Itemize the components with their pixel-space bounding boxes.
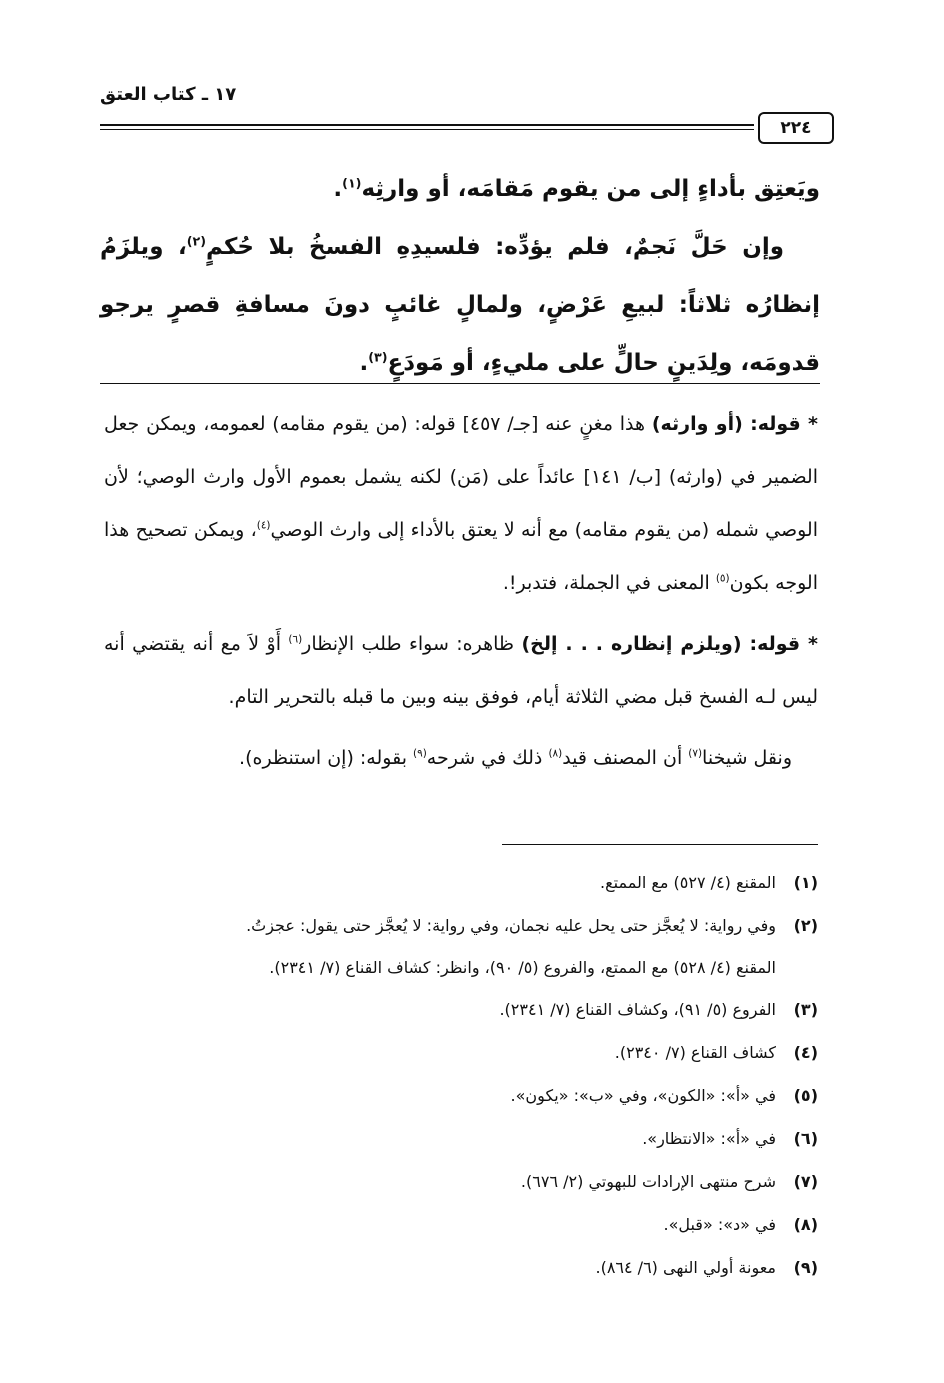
footnote-item (100, 1160, 818, 1203)
footnote-number: (٢) (793, 916, 818, 935)
footnote-text: المقنع (٤/ ٥٢٧) مع الممتع. (600, 873, 776, 892)
footnote-ref[interactable]: (١) (342, 175, 362, 191)
footnote-number: (٨) (793, 1215, 818, 1234)
footnote-separator (502, 844, 818, 845)
header-rule-thin (100, 129, 754, 130)
footnote-ref[interactable]: (٥) (715, 572, 730, 585)
footnote-text: في «أ»: «الانتظار». (642, 1129, 776, 1148)
commentary-marker: * قوله: (ويلزم إنظاره . . . إلخ) (521, 633, 818, 655)
commentary-paragraph: ونقل شيخنا$^{(٧)}$ أن المصنف قيد$^{(٨)}$ ذلك في شرحه$^{(٩)}$ بقوله: (إن استنظره). (239, 747, 792, 769)
footnotes-list (100, 861, 818, 1289)
footnote-number: (٣) (793, 1000, 818, 1019)
footnote-item (100, 1117, 818, 1160)
header-rule (100, 124, 754, 126)
matn-text (100, 160, 820, 392)
footnote-item (100, 1074, 818, 1117)
footnote-text: كشاف القناع (٧/ ٢٣٤٠). (614, 1043, 776, 1062)
footnote-number: (٤) (793, 1043, 818, 1062)
footnote-number: (٩) (793, 1258, 818, 1277)
footnote-ref[interactable]: (٢) (186, 233, 206, 249)
footnote-ref[interactable]: (٤) (256, 519, 271, 532)
footnote-text: في «د»: «قبل». (663, 1215, 776, 1234)
running-title: ١٧ ـ كتاب العتق (100, 84, 237, 105)
matn-paragraph: وإن حَلَّ نَجمٌ، فلم يؤدِّه: فلسيدِهِ الفسخُ بلا حُكمٍ$^{(٢)}$، ويلزَمُ إنظارُه ثلاثاً: لبيعِ عَرْضٍ، ولمالٍ غائبٍ دونَ مسافةِ قصرٍ يرجو قدومَه، ولِدَينٍ حالٍّ على مليءٍ، أو مَودَعٍ$^{(٣)}$. (100, 233, 820, 376)
commentary (104, 398, 818, 785)
matn-separator (100, 383, 820, 384)
footnote-text: شرح منتهى الإرادات للبهوتي (٢/ ٦٧٦). (520, 1172, 776, 1191)
footnote-ref[interactable]: (٨) (548, 747, 563, 760)
commentary-marker: * قوله: (أو وارثه) (651, 413, 818, 435)
page-number: ٢٢٤ (758, 112, 834, 144)
footnote-ref[interactable]: (٧) (688, 747, 703, 760)
footnote-number: (٧) (793, 1172, 818, 1191)
footnote-number: (٦) (793, 1129, 818, 1148)
footnote-number: (١) (793, 873, 818, 892)
footnote-item (100, 904, 818, 988)
footnote-item (100, 1246, 818, 1289)
footnote-text: معونة أولي النهى (٦/ ٨٦٤). (595, 1258, 776, 1277)
footnote-item (100, 988, 818, 1031)
commentary-paragraph: * قوله: (ويلزم إنظاره . . . إلخ) ظاهره: سواء طلب الإنظار$^{(٦)}$ أَوْ لاَ مع أنه يقتضي أنه ليس لـه الفسخ قبل مضي الثلاثة أيام، فوفق بينه وبين ما قبله بالتحرير التام. (104, 633, 818, 708)
footnote-ref[interactable]: (٣) (368, 349, 388, 365)
footnote-text-continued: المقنع (٤/ ٥٢٨) مع الممتع، والفروع (٥/ ٩٠)، وانظر: كشاف القناع (٧/ ٢٣٤١). (269, 958, 776, 977)
footnote-number: (٥) (793, 1086, 818, 1105)
footnote-item (100, 861, 818, 904)
footnote-ref[interactable]: (٩) (413, 747, 427, 760)
footnote-item (100, 1031, 818, 1074)
footnote-ref[interactable]: (٦) (288, 633, 303, 646)
footnote-text: وفي رواية: لا يُعجَّز حتى يحل عليه نجمان، وفي رواية: لا يُعجَّز حتى يقول: عجزتُ. (246, 916, 776, 935)
commentary-paragraph: * قوله: (أو وارثه) هذا مغنٍ عنه [جـ/ ٤٥٧] قوله: (من يقوم مقامه) لعمومه، ويمكن جعل الضمير في (وارثه) [ب/ ١٤١] عائداً على (مَن) لكنه يشمل بعموم الأول وارث الوصي؛ لأن الوصي شمله (من يقوم مقامه) مع أنه لا يعتق بالأداء إلى وارث الوصي$^{(٤)}$، ويمكن تصحيح هذا الوجه بكون$^{(٥)}$ المعنى في الجملة، فتدبر!. (104, 413, 818, 594)
footnote-item (100, 1203, 818, 1246)
matn-paragraph: ويَعتِق بأداءٍ إلى من يقوم مَقامَه، أو وارثِه$^{(١)}$. (333, 175, 820, 202)
footnote-text: في «أ»: «الكون»، وفي «ب»: «يكون». (510, 1086, 776, 1105)
footnote-text: الفروع (٥/ ٩١)، وكشاف القناع (٧/ ٢٣٤١). (499, 1000, 776, 1019)
